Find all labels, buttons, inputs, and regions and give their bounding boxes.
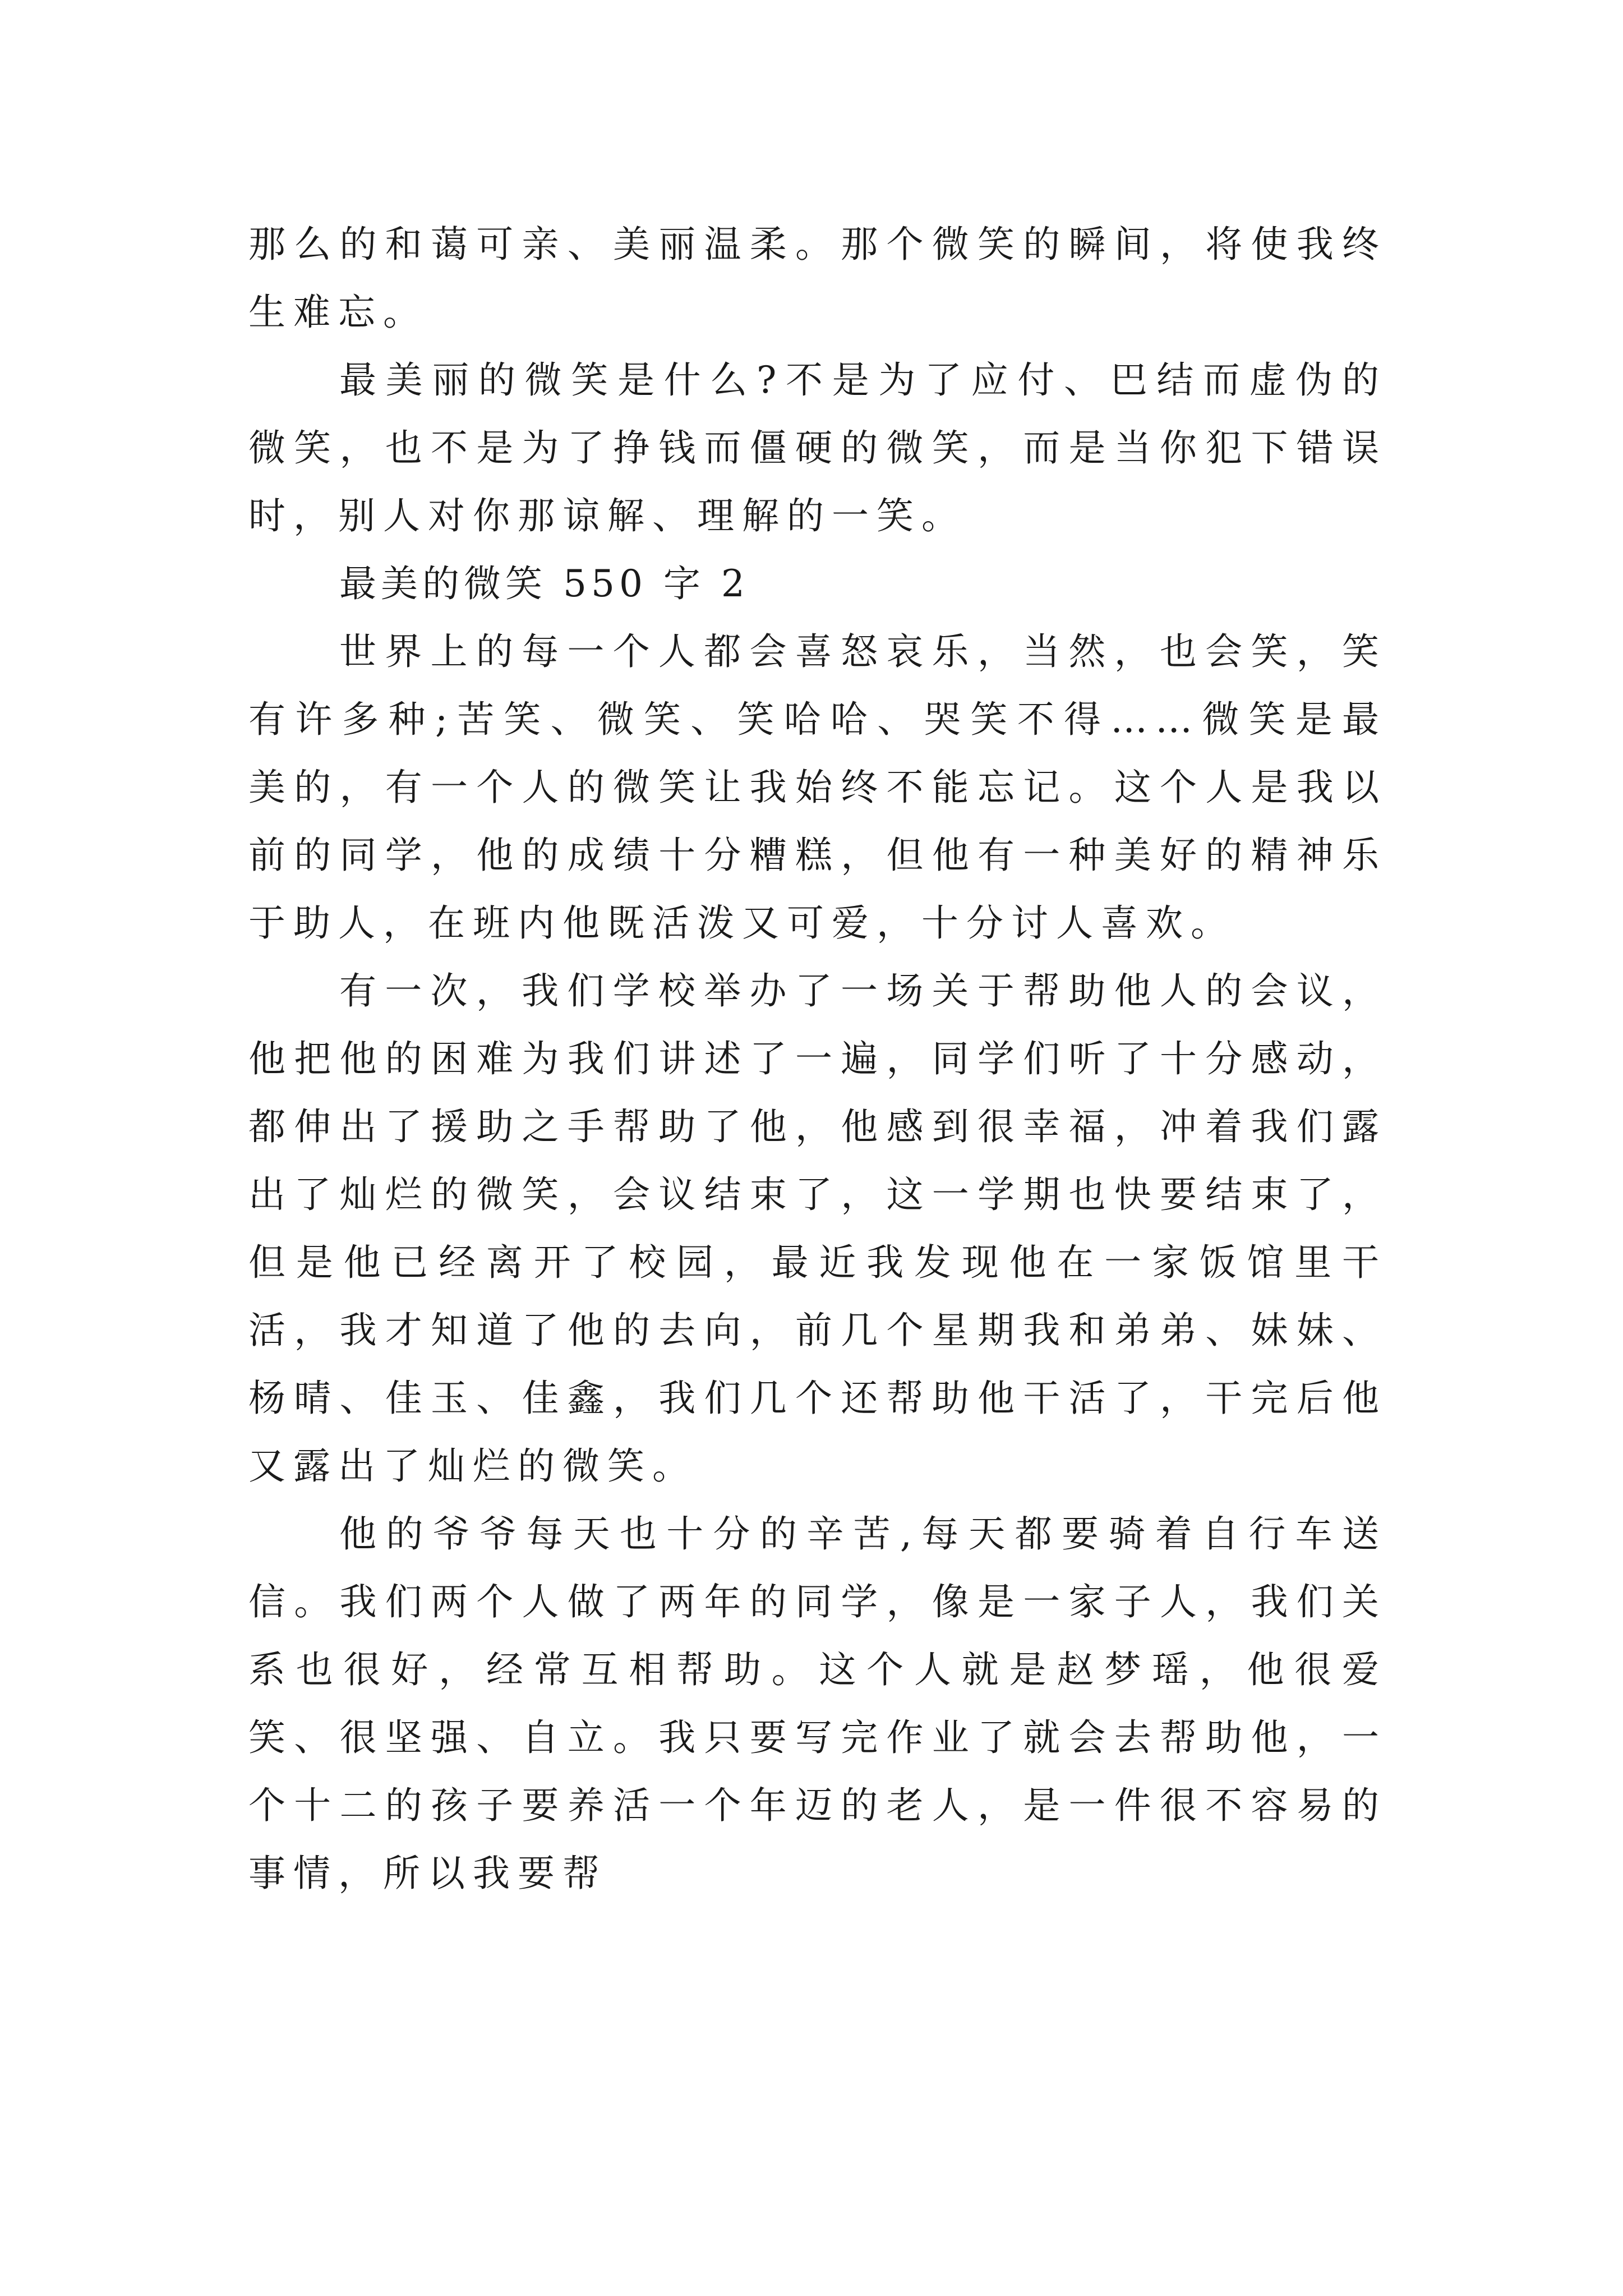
- body-text: [248, 210, 1387, 1907]
- section-heading: 最美的微笑 550 字 2: [339, 562, 749, 605]
- paragraph-4: 有一次，我们学校举办了一场关于帮助他人的会议，他把他的困难为我们讲述了一遍，同学们听了十分感动，都伸出了援助之手帮助了他，他感到很幸福，冲着我们露出了灿烂的微笑，会议结束了，这一学期也快要结束了，但是他已经离开了校园，最近我发现他在一家饭馆里干活，我才知道了他的去向，前几个星期我和弟弟、妹妹、杨晴、佳玉、佳鑫，我们几个还帮助他干活了，干完后他又露出了灿烂的微笑。: [248, 969, 1387, 1488]
- paragraph-3: 世界上的每一个人都会喜怒哀乐，当然，也会笑，笑有许多种;苦笑、微笑、笑哈哈、哭笑不得……微笑是最美的，有一个人的微笑让我始终不能忘记。这个人是我以前的同学，他的成绩十分糟糕，但他有一种美好的精神乐于助人，在班内他既活泼又可爱，十分讨人喜欢。: [248, 630, 1387, 945]
- paragraph-2: 最美丽的微笑是什么?不是为了应付、巴结而虚伪的微笑，也不是为了挣钱而僵硬的微笑，而是当你犯下错误时，别人对你那谅解、理解的一笑。: [248, 358, 1387, 537]
- paragraph-5: 他的爷爷每天也十分的辛苦,每天都要骑着自行车送信。我们两个人做了两年的同学，像是一家子人，我们关系也很好，经常互相帮助。这个人就是赵梦瑶，他很爱笑、很坚强、自立。我只要写完作业了就会去帮助他，一个十二的孩子要养活一个年迈的老人，是一件很不容易的事情，所以我要帮: [248, 1512, 1387, 1895]
- paragraph-1: 那么的和蔼可亲、美丽温柔。那个微笑的瞬间，将使我终生难忘。: [248, 223, 1387, 334]
